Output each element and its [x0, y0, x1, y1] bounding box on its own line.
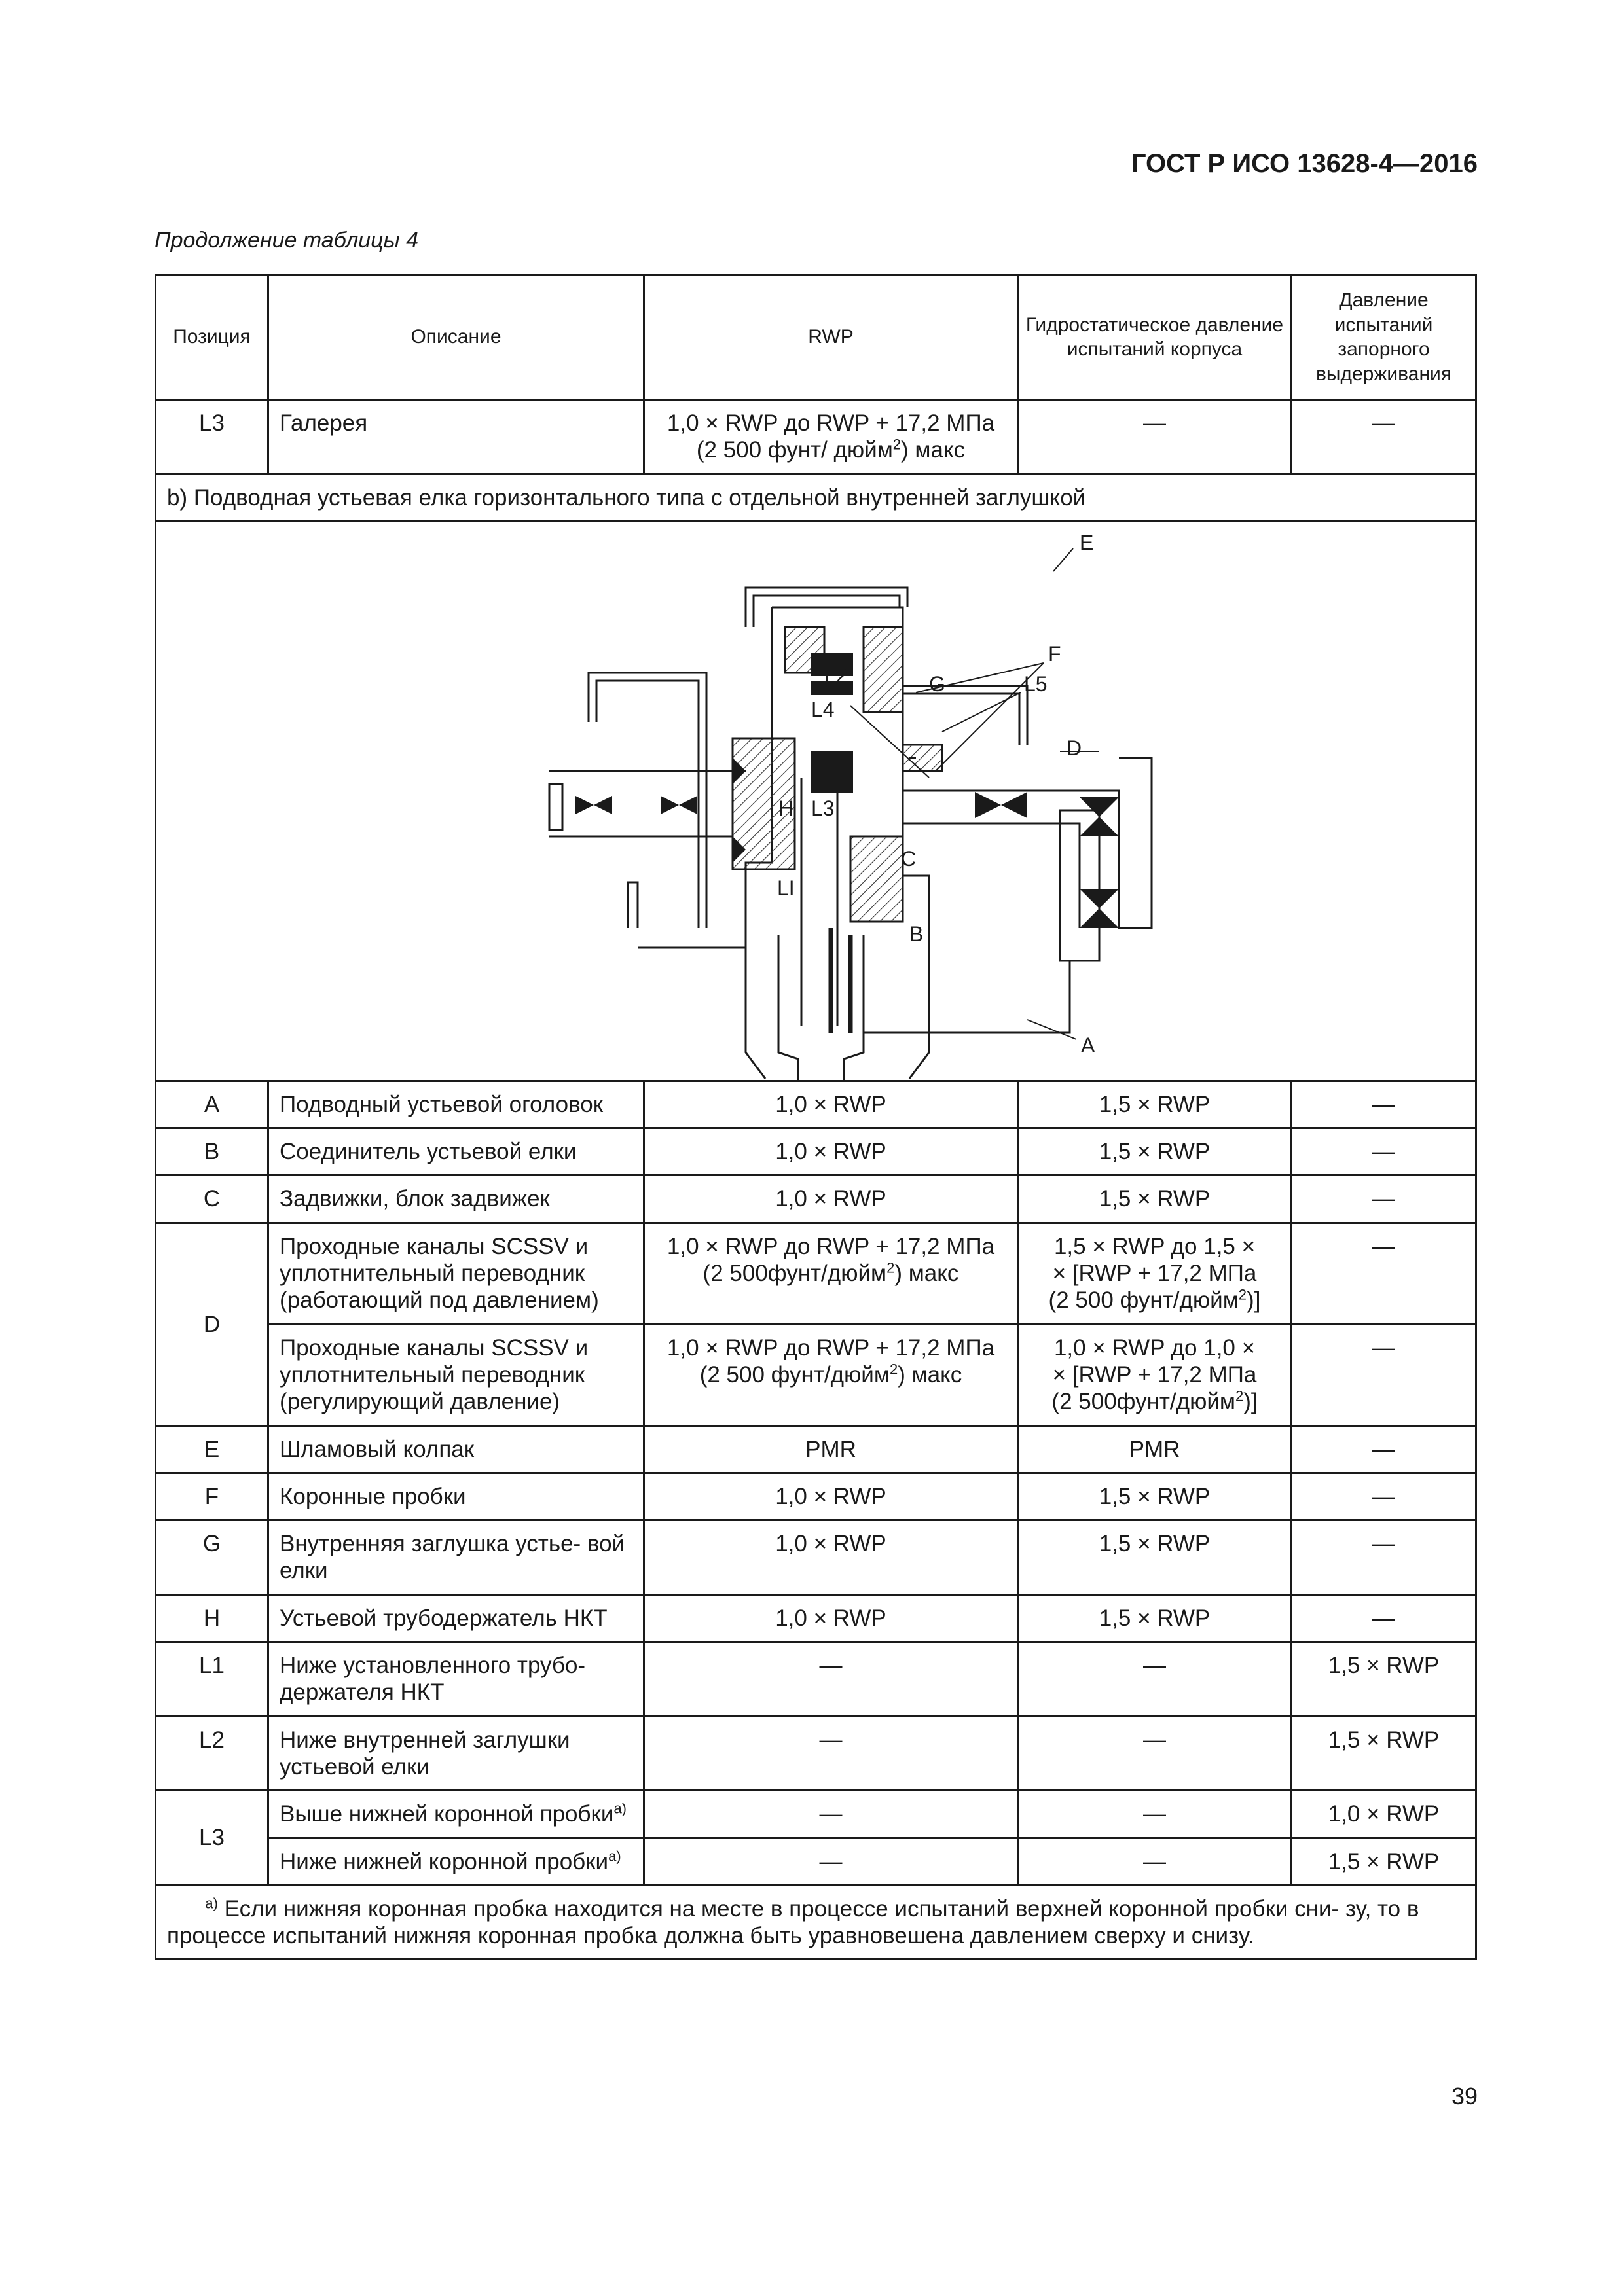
cell-hydro: PMR [1018, 1426, 1292, 1473]
cell-description: Выше нижней коронной пробки$^{а)}$ [268, 1791, 644, 1838]
table-row [156, 1426, 1476, 1473]
cell-rwp: 1,0 × RWP [644, 1128, 1018, 1175]
header-hydrostatic: Гидростатическое давление испытаний корпуса [1018, 275, 1292, 400]
cell-position: G [156, 1520, 268, 1595]
cell-position: D [156, 1223, 268, 1426]
cell-position: L3 [156, 1791, 268, 1886]
debris-cap-inner [754, 596, 900, 627]
table-row [156, 1716, 1476, 1791]
cell-hydro: 1,5 × RWP до 1,5 × × [RWP + 17,2 МПа (2 500 фунт/дюйм$^2$)] [1018, 1223, 1292, 1324]
cell-hold: — [1292, 1426, 1476, 1473]
section-title: b) Подводная устьевая елка горизонтального типа с отдельной внутренней заглушкой [156, 474, 1476, 521]
cell-hold: 1,0 × RWP [1292, 1791, 1476, 1838]
header-description: Описание [268, 275, 644, 400]
table-row [156, 1175, 1476, 1223]
cell-rwp: — [644, 1838, 1018, 1885]
cell-description: Коронные пробки [268, 1473, 644, 1520]
label-b: B [909, 922, 924, 946]
left-flange [549, 784, 562, 830]
label-l3: L3 [811, 796, 835, 820]
cell-description: Ниже внутренней заглушки устьевой елки [268, 1716, 644, 1791]
cell-rwp: 1,0 × RWP до RWP + 17,2 МПа (2 500фунт/дюйм$^2$) макс [644, 1223, 1018, 1324]
cell-hold: — [1292, 1175, 1476, 1223]
table-row [156, 1223, 1476, 1324]
label-h: H [778, 796, 794, 820]
section-title-row [156, 474, 1476, 521]
page-number: 39 [1451, 2083, 1478, 2109]
label-f: F [1048, 641, 1061, 666]
table-row [156, 1838, 1476, 1885]
table-row [156, 1324, 1476, 1426]
cell-hold: — [1292, 1594, 1476, 1641]
footnote: $^{а)}$ Если нижняя коронная пробка находится на месте в процессе испытаний верхней коронной пробки сни- зу, то в процессе испытаний нижняя коронная пробка должна быть уравновешена давлением сверху и снизу. [156, 1885, 1476, 1960]
cell-rwp: — [644, 1791, 1018, 1838]
cell-description: Проходные каналы SCSSV и уплотнительный переводник (регулирующий давление) [268, 1324, 644, 1426]
cell-rwp: — [644, 1716, 1018, 1791]
pressure-table [155, 274, 1477, 1960]
cell-description: Внутренняя заглушка устье- вой елки [268, 1520, 644, 1595]
cell-hold: — [1292, 1128, 1476, 1175]
leader-l2 [850, 706, 929, 778]
right-valve-1 [975, 792, 1027, 818]
cell-rwp: 1,0 × RWP до RWP + 17,2 МПа (2 500 фунт/дюйм$^2$) макс [644, 1324, 1018, 1426]
cell-hold: 1,5 × RWP [1292, 1642, 1476, 1717]
left-post [628, 882, 638, 928]
cell-position: H [156, 1594, 268, 1641]
cell-hydro: 1,5 × RWP [1018, 1473, 1292, 1520]
cell-rwp: 1,0 × RWP [644, 1081, 1018, 1128]
tubing [831, 928, 850, 1033]
crown-plug-lower [811, 751, 853, 793]
table-row [156, 1642, 1476, 1717]
table-row [156, 1128, 1476, 1175]
table-row [156, 1520, 1476, 1595]
label-g: G [929, 672, 945, 696]
cell-hydro: — [1018, 1791, 1292, 1838]
flange-right [903, 745, 942, 771]
cell-hold: — [1292, 400, 1476, 475]
cell-description: Галерея [268, 400, 644, 475]
leader-e [1053, 548, 1073, 571]
cell-hydro: — [1018, 400, 1292, 475]
cell-rwp: 1,0 × RWP [644, 1520, 1018, 1595]
cell-description: Ниже установленного трубо- держателя НКТ [268, 1642, 644, 1717]
valve-block-c [850, 836, 903, 922]
right-valve-2 [1080, 797, 1119, 836]
cell-description: Задвижки, блок задвижек [268, 1175, 644, 1223]
cell-hold: — [1292, 1520, 1476, 1595]
cell-hold: 1,5 × RWP [1292, 1838, 1476, 1885]
wellhead-diagram [156, 522, 1473, 1080]
cell-rwp: PMR [644, 1426, 1018, 1473]
cell-description: Шламовый колпак [268, 1426, 644, 1473]
table-header-row [156, 275, 1476, 400]
cell-hydro: 1,5 × RWP [1018, 1594, 1292, 1641]
cell-hold: — [1292, 1081, 1476, 1128]
cell-position: L3 [156, 400, 268, 475]
tree-wall-right [864, 627, 903, 712]
table-row [156, 1081, 1476, 1128]
cell-rwp: 1,0 × RWP [644, 1594, 1018, 1641]
figure-row [156, 521, 1476, 1081]
label-c: C [901, 846, 917, 870]
cell-hydro: — [1018, 1716, 1292, 1791]
cell-hydro: 1,0 × RWP до 1,0 × × [RWP + 17,2 МПа (2 500фунт/дюйм$^2$)] [1018, 1324, 1292, 1426]
cell-description: Проходные каналы SCSSV и уплотнительный переводник (работающий под давлением) [268, 1223, 644, 1324]
cell-hold: 1,5 × RWP [1292, 1716, 1476, 1791]
cell-hydro: 1,5 × RWP [1018, 1175, 1292, 1223]
cell-position: L1 [156, 1642, 268, 1717]
standard-code: ГОСТ Р ИСО 13628-4—2016 [1131, 149, 1478, 178]
cell-hydro: — [1018, 1838, 1292, 1885]
header-rwp: RWP [644, 275, 1018, 400]
cell-hold: — [1292, 1324, 1476, 1426]
cell-hold: — [1292, 1223, 1476, 1324]
right-loop [903, 758, 1152, 928]
table-row [156, 1594, 1476, 1641]
label-l4: L4 [811, 697, 835, 721]
cell-hydro: — [1018, 1642, 1292, 1717]
cell-rwp: — [644, 1642, 1018, 1717]
cell-position: C [156, 1175, 268, 1223]
left-valve-2 [661, 796, 697, 814]
table-row [156, 1791, 1476, 1838]
cell-position: L2 [156, 1716, 268, 1791]
header-position: Позиция [156, 275, 268, 400]
label-e: E [1080, 530, 1094, 554]
cell-description: Ниже нижней коронной пробки$^{а)}$ [268, 1838, 644, 1885]
cell-position: E [156, 1426, 268, 1473]
table-row [156, 1473, 1476, 1520]
cell-position: B [156, 1128, 268, 1175]
left-valve-1 [575, 796, 612, 814]
cell-hydro: 1,5 × RWP [1018, 1128, 1292, 1175]
header-hold: Давление испытаний запорного выдерживания [1292, 275, 1476, 400]
cell-hold: — [1292, 1473, 1476, 1520]
label-l2: L2 [824, 663, 848, 687]
cell-position: A [156, 1081, 268, 1128]
cell-description: Соединитель устьевой елки [268, 1128, 644, 1175]
label-li: LI [777, 876, 795, 900]
cell-position: F [156, 1473, 268, 1520]
cell-description: Подводный устьевой оголовок [268, 1081, 644, 1128]
cell-hydro: 1,5 × RWP [1018, 1081, 1292, 1128]
figure-cell [156, 521, 1476, 1081]
footnote-row [156, 1885, 1476, 1960]
table-caption: Продолжение таблицы 4 [155, 228, 418, 253]
label-l5: L5 [1024, 672, 1048, 696]
label-d: D [1067, 736, 1082, 760]
cell-description: Устьевой трубодержатель НКТ [268, 1594, 644, 1641]
table-row [156, 400, 1476, 475]
right-valve-3 [1080, 889, 1119, 928]
cell-hydro: 1,5 × RWP [1018, 1520, 1292, 1595]
cell-rwp: 1,0 × RWP до RWP + 17,2 МПа (2 500 фунт/ дюйм$^2$) макс [644, 400, 1018, 475]
label-a: A [1081, 1033, 1095, 1057]
cell-rwp: 1,0 × RWP [644, 1175, 1018, 1223]
cell-rwp: 1,0 × RWP [644, 1473, 1018, 1520]
